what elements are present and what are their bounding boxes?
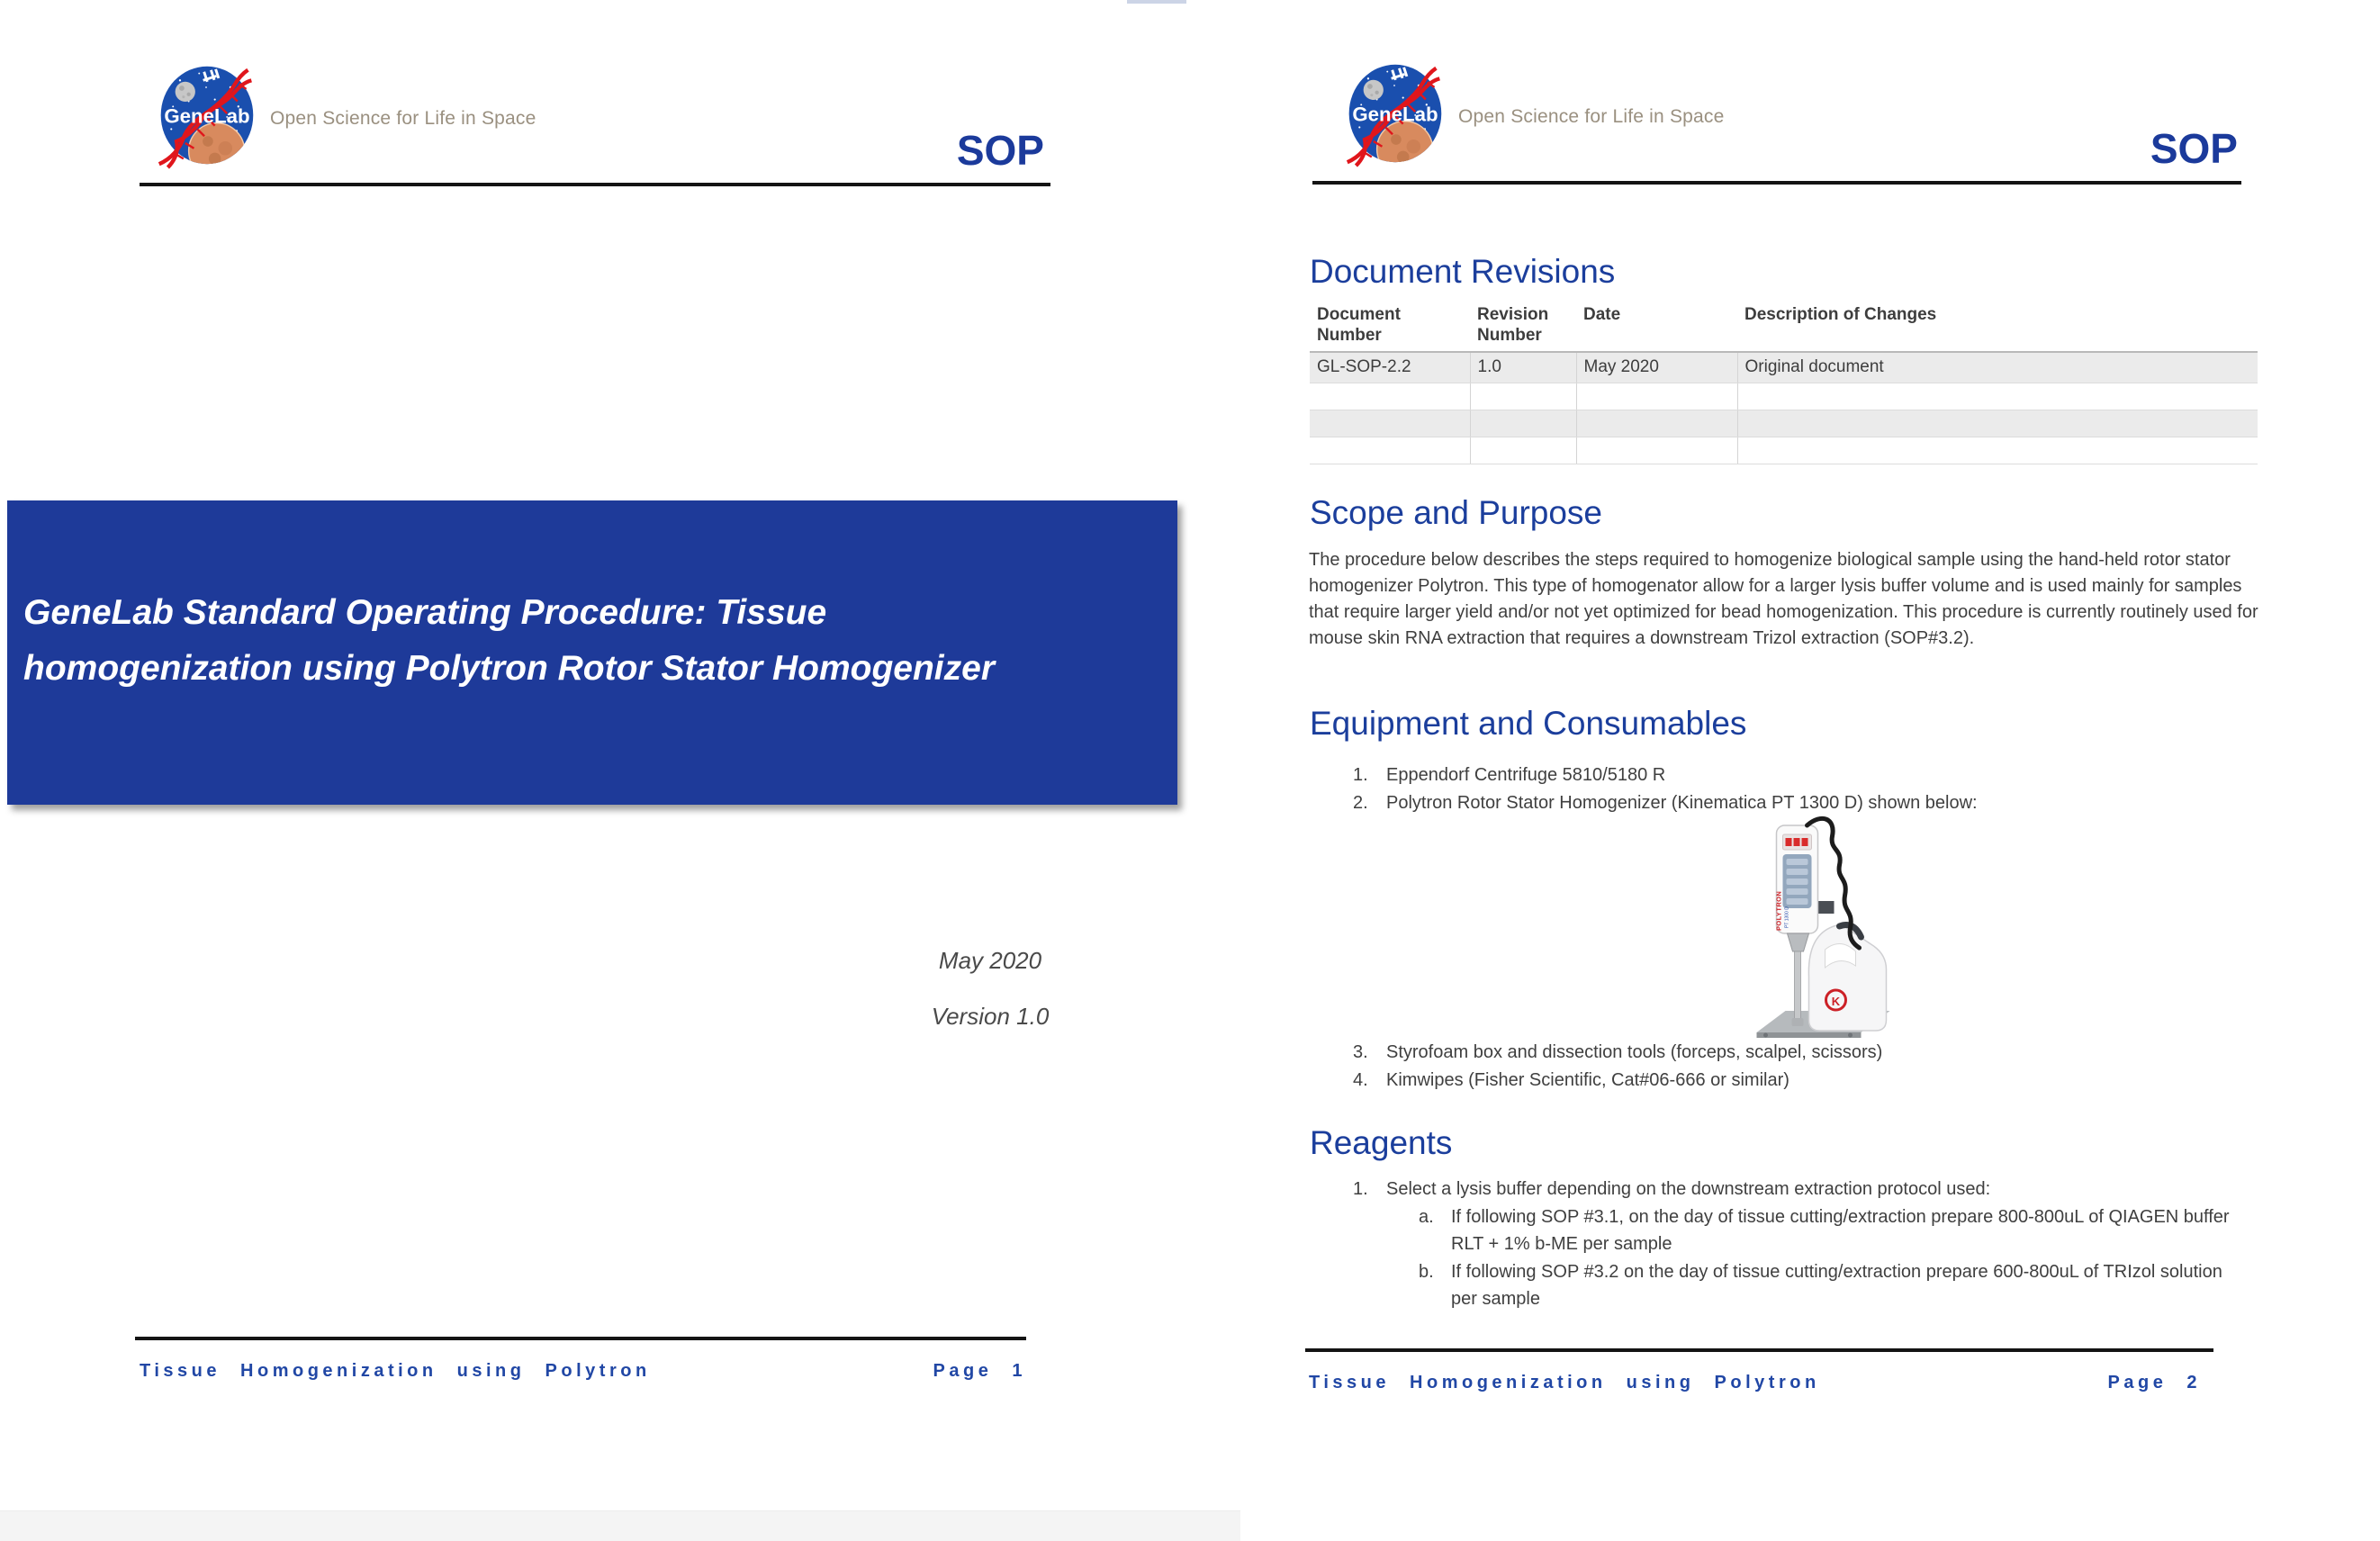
page2-footer — [1309, 1373, 2201, 1393]
viewer-scrollbar-artifact — [1127, 0, 1186, 4]
viewer-background-strip — [0, 1510, 1240, 1541]
list-letter: a. — [1419, 1207, 1434, 1227]
device-model-label: PT 1300 D — [1784, 906, 1790, 928]
revision-cell — [1737, 437, 2258, 464]
revision-cell: Original document — [1737, 352, 2258, 383]
revision-cell — [1576, 383, 1737, 410]
device-brand-label: POLYTRON — [1774, 890, 1783, 931]
table-row — [1310, 437, 2258, 464]
genelab-logo-icon — [1341, 59, 1447, 167]
revisions-table — [1310, 302, 2258, 464]
section-heading-scope: Scope and Purpose — [1310, 494, 1603, 531]
footer-rule — [135, 1337, 1026, 1340]
list-number: 2. — [1353, 793, 1368, 813]
revision-cell — [1470, 383, 1576, 410]
list-text: Polytron Rotor Stator Homogenizer (Kinematica PT 1300 D) shown below: — [1386, 793, 1978, 813]
revision-cell: 1.0 — [1470, 352, 1576, 383]
table-row — [1310, 410, 2258, 437]
list-text: Styrofoam box and dissection tools (forceps, scalpel, scissors) — [1386, 1042, 1883, 1062]
list-number: 3. — [1353, 1042, 1368, 1062]
homogenizer-illustration — [1751, 813, 1899, 1042]
revision-cell — [1576, 410, 1737, 437]
revisions-header-row — [1310, 302, 2258, 352]
list-text: Select a lysis buffer depending on the downstream extraction protocol used: — [1386, 1179, 1991, 1199]
base-unit — [1808, 924, 1886, 1031]
document-title: GeneLab Standard Operating Procedure: Tissue homogenization using Polytron Rotor Stator Homogenizer — [23, 593, 995, 688]
section-heading-reagents: Reagents — [1310, 1124, 1453, 1161]
list-number: 1. — [1353, 1179, 1368, 1199]
base-logo-letter: K — [1831, 995, 1841, 1008]
revision-cell — [1470, 410, 1576, 437]
list-text: Eppendorf Centrifuge 5810/5180 R — [1386, 765, 1666, 785]
col-header: Description of Changes — [1737, 302, 2258, 352]
list-letter: b. — [1419, 1262, 1434, 1282]
footer-rule — [1305, 1348, 2213, 1352]
col-header: Document Number — [1310, 302, 1470, 352]
logo-text: GeneLab — [164, 104, 250, 128]
page-number: Page 2 — [2107, 1373, 2201, 1392]
sop-label: SOP — [956, 127, 1044, 174]
genelab-logo-icon — [153, 61, 259, 169]
section-heading-equipment: Equipment and Consumables — [1310, 705, 1747, 742]
revision-cell — [1737, 410, 2258, 437]
revision-cell — [1737, 383, 2258, 410]
table-row — [1310, 352, 2258, 383]
revision-cell — [1576, 437, 1737, 464]
revision-cell: May 2020 — [1576, 352, 1737, 383]
genelab-logo — [1341, 59, 1447, 167]
title-banner — [7, 500, 1177, 805]
list-item — [1353, 1039, 1882, 1066]
date-version-block — [871, 947, 1109, 1031]
genelab-logo — [153, 61, 259, 169]
revision-cell — [1310, 410, 1470, 437]
list-text: Kimwipes (Fisher Scientific, Cat#06-666 or similar) — [1386, 1070, 1790, 1090]
scope-paragraph: The procedure below describes the steps required to homogenize biological sample using the hand-held rotor stator homogenizer Polytron. This type of homogenator allow for a larger lysis buffer volume and is used mainly for samples that require larger yield and/or not yet optimized for bead homogenization. This procedure is currently routinely used for mouse skin RNA extraction that requires a downstream Trizol extraction (SOP#3.2). — [1309, 550, 2258, 648]
revision-cell — [1470, 437, 1576, 464]
moon-icon — [176, 82, 195, 102]
shaft — [1795, 951, 1801, 1020]
revision-cell — [1310, 437, 1470, 464]
revision-cell — [1310, 383, 1470, 410]
probe-tip — [1792, 1018, 1804, 1026]
col-header: Revision Number — [1470, 302, 1576, 352]
chuck — [1788, 933, 1809, 951]
list-item — [1353, 1067, 1790, 1094]
list-text: If following SOP #3.1, on the day of tissue cutting/extraction prepare 800-800uL of QIAGEN buffer RLT + 1% b-ME per sample — [1451, 1207, 2230, 1254]
col-header: Date — [1576, 302, 1737, 352]
logo-tagline: Open Science for Life in Space — [270, 108, 536, 129]
header-rule — [1312, 181, 2241, 185]
logo-tagline: Open Science for Life in Space — [1458, 106, 1725, 127]
list-subitem — [1419, 1258, 2249, 1312]
sop-label: SOP — [2150, 125, 2238, 172]
page-number: Page 1 — [933, 1361, 1026, 1381]
list-number: 1. — [1353, 765, 1368, 785]
table-row — [1310, 383, 2258, 410]
list-item — [1353, 1176, 1990, 1203]
header-rule — [140, 183, 1050, 186]
footer-title: Tissue Homogenization using Polytron — [1309, 1373, 1820, 1392]
logo-text: GeneLab — [1352, 103, 1438, 126]
document-version: Version 1.0 — [931, 1003, 1050, 1030]
list-text: If following SOP #3.2 on the day of tissue cutting/extraction prepare 600-800uL of TRIzol solution per sample — [1451, 1262, 2222, 1309]
list-item — [1353, 761, 1665, 789]
page1-footer — [140, 1361, 1026, 1382]
revision-cell: GL-SOP-2.2 — [1310, 352, 1470, 383]
document-date: May 2020 — [938, 947, 1042, 974]
section-heading-document-revisions: Document Revisions — [1310, 253, 1616, 290]
list-subitem — [1419, 1203, 2249, 1257]
moon-icon — [1364, 80, 1384, 100]
polytron-homogenizer-photo — [1751, 813, 1899, 1042]
footer-title: Tissue Homogenization using Polytron — [140, 1361, 651, 1381]
page-2 — [1240, 0, 2380, 1541]
list-number: 4. — [1353, 1070, 1368, 1090]
